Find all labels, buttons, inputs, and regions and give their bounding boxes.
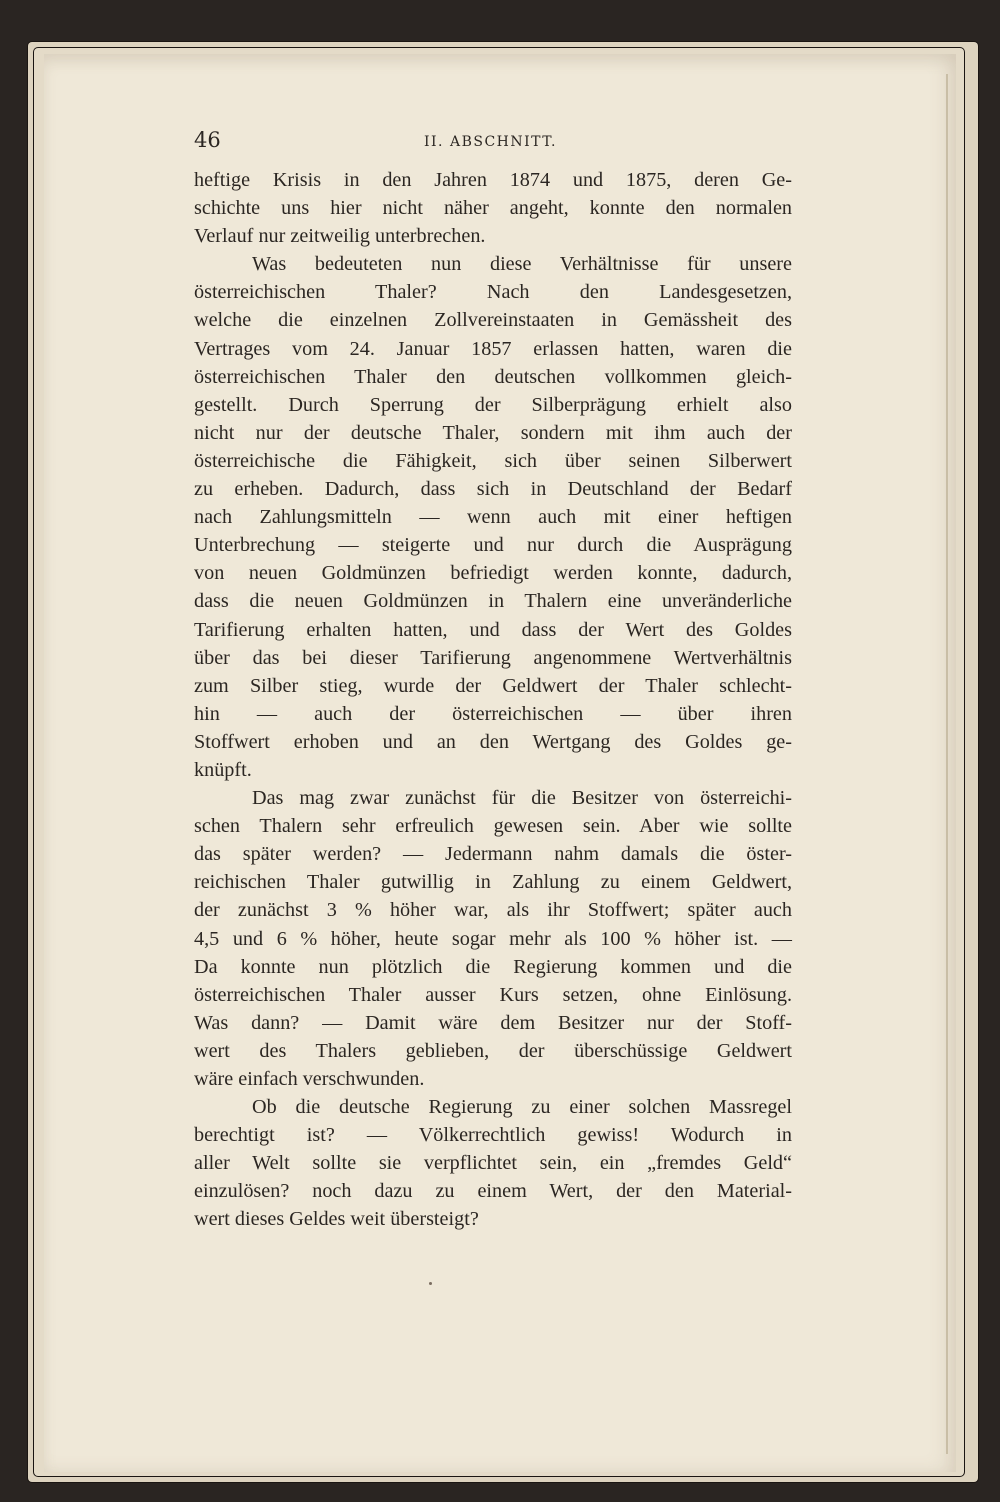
text-line: einzulösen? noch dazu zu einem Wert, der den Material- (194, 1180, 792, 1203)
text-line: österreichischen Thaler ausser Kurs setzen, ohne Einlösung. (194, 983, 792, 1006)
text-line: der zunächst 3 % höher war, als ihr Stoffwert; später auch (194, 899, 792, 922)
text-line: Da konnte nun plötzlich die Regierung kommen und die (194, 955, 792, 978)
text-line: über das bei dieser Tarifierung angenommene Wertverhältnis (194, 646, 792, 669)
text-line: wert des Thalers geblieben, der überschüssige Geldwert (194, 1039, 792, 1062)
text-line: aller Welt sollte sie verpflichtet sein, ein „fremdes Geld“ (194, 1152, 792, 1175)
ink-speck (429, 1282, 432, 1285)
text-line: knüpft. (194, 758, 252, 781)
text-line: heftige Krisis in den Jahren 1874 und 1875, deren Ge- (194, 169, 792, 191)
text-line: Was dann? — Damit wäre dem Besitzer nur der Stoff- (194, 1011, 792, 1034)
text-line: welche die einzelnen Zollvereinstaaten in Gemässheit des (194, 309, 792, 332)
text-line: wäre einfach verschwunden. (194, 1068, 425, 1090)
text-line: Das mag zwar zunächst für die Besitzer von österreichi- (252, 787, 792, 810)
text-line: das später werden? — Jedermann nahm damals die öster- (194, 843, 792, 866)
text-line: nach Zahlungsmitteln — wenn auch mit einer heftigen (194, 506, 792, 529)
text-line: Unterbrechung — steigerte und nur durch die Ausprägung (194, 534, 792, 557)
text-line: reichischen Thaler gutwillig in Zahlung zu einem Geldwert, (194, 871, 792, 894)
text-line: zum Silber stieg, wurde der Geldwert der Thaler schlecht- (194, 674, 792, 697)
text-line: schichte uns hier nicht näher angeht, konnte den normalen (194, 197, 792, 220)
text-line: schen Thalern sehr erfreulich gewesen sein. Aber wie sollte (194, 815, 792, 838)
text-line: Was bedeuteten nun diese Verhältnisse für unsere (252, 253, 792, 276)
text-line: Ob die deutsche Regierung zu einer solchen Massregel (252, 1096, 792, 1119)
running-head: II. ABSCHNITT. (424, 134, 557, 150)
body-text (194, 166, 792, 1234)
text-line: von neuen Goldmünzen befriedigt werden konnte, dadurch, (194, 562, 792, 585)
page-header (194, 128, 792, 158)
text-line: nicht nur der deutsche Thaler, sondern mit ihm auch der (194, 421, 792, 444)
text-line: Stoffwert erhoben und an den Wertgang des Goldes ge- (194, 730, 792, 753)
text-line: wert dieses Geldes weit übersteigt? (194, 1208, 479, 1231)
text-line: dass die neuen Goldmünzen in Thalern eine unveränderliche (194, 590, 792, 613)
text-line: österreichischen Thaler den deutschen vollkommen gleich- (194, 365, 792, 388)
page-number: 46 (194, 128, 221, 152)
text-line: hin — auch der österreichischen — über ihren (194, 702, 792, 725)
text-line: 4,5 und 6 % höher, heute sogar mehr als 100 % höher ist. — (194, 927, 792, 950)
text-line: Tarifierung erhalten hatten, und dass der Wert des Goldes (194, 618, 792, 641)
text-line: berechtigt ist? — Völkerrechtlich gewiss! Wodurch in (194, 1124, 792, 1147)
text-line: zu erheben. Dadurch, dass sich in Deutschland der Bedarf (194, 478, 792, 501)
text-line: Vertrages vom 24. Januar 1857 erlassen hatten, waren die (194, 337, 792, 360)
text-line: österreichische die Fähigkeit, sich über seinen Silberwert (194, 449, 792, 472)
text-line: gestellt. Durch Sperrung der Silberprägung erhielt also (194, 393, 792, 416)
page-edge (946, 74, 948, 1454)
text-line: österreichischen Thaler? Nach den Landesgesetzen, (194, 281, 792, 304)
text-line: Verlauf nur zeitweilig unterbrechen. (194, 225, 486, 248)
